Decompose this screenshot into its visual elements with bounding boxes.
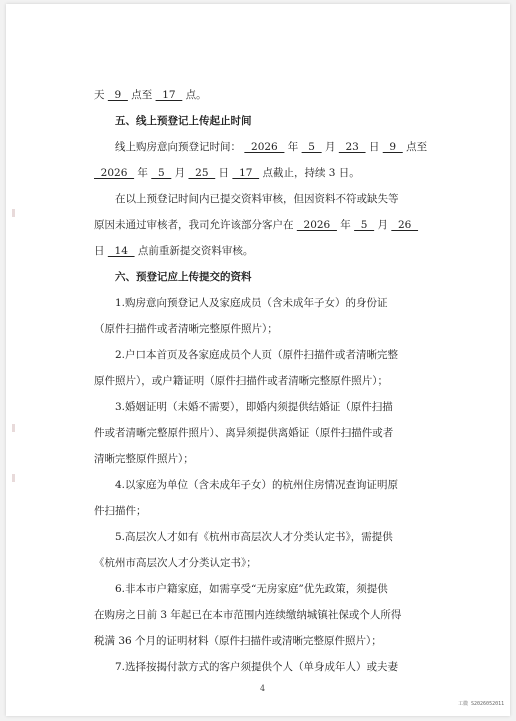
list-item: 6.非本市户籍家庭，如需享受“无房家庭”优先政策，须提供 bbox=[115, 583, 388, 595]
month-value: 5 bbox=[151, 167, 172, 179]
text-line: 清晰完整原件照片）； bbox=[94, 453, 194, 465]
text-line: 原件照片），或户籍证明（原件扫描件或者清晰完整原件照片）； bbox=[94, 375, 388, 387]
text-line: （原件扫描件或者清晰完整原件照片）； bbox=[94, 323, 278, 335]
month-value: 5 bbox=[354, 219, 375, 231]
month-value: 5 bbox=[301, 141, 322, 153]
list-item: 7.选择按揭付款方式的客户须提供个人（单身成年人）或夫妻 bbox=[115, 661, 399, 673]
hour-value: 17 bbox=[155, 89, 183, 101]
section-6-title: 六、预登记应上传提交的资料 bbox=[115, 271, 252, 283]
scan-mark bbox=[12, 424, 15, 432]
section-5-title: 五、线上预登记上传起止时间 bbox=[115, 115, 252, 127]
list-item: 5.高层次人才如有《杭州市高层次人才分类认定书》，需提供 bbox=[115, 531, 393, 543]
text-line: 件或者清晰完整原件照片）、离异须提供离婚证（原件扫描件或者 bbox=[94, 427, 394, 439]
list-item: 3.婚姻证明（未婚不需要），即婚内须提供结婚证（原件扫描 bbox=[115, 401, 393, 413]
scan-mark bbox=[12, 474, 15, 482]
text-line: 在以上预登记时间内已提交资料审核，但因资料不符或缺失等 bbox=[115, 193, 399, 205]
text-line: 天 9 点至 17 点。 bbox=[94, 89, 207, 101]
scan-mark bbox=[12, 209, 15, 217]
hour-value: 9 bbox=[382, 141, 403, 153]
text-line: 日 14 点前重新提交资料审核。 bbox=[94, 245, 254, 257]
year-value: 2026 bbox=[296, 219, 337, 231]
document-body bbox=[94, 82, 444, 680]
text-line: 《杭州市高层次人才分类认定书》； bbox=[94, 557, 257, 569]
list-item: 1.购房意向预登记人及家庭成员（含未成年子女）的身份证 bbox=[115, 297, 388, 309]
document-page bbox=[6, 4, 510, 716]
text-line: 线上购房意向预登记时间： 2026 年 5 月 23 日 9 点至 bbox=[115, 141, 428, 153]
list-item: 4.以家庭为单位（含未成年子女）的杭州住房情况查询证明原 bbox=[115, 479, 399, 491]
footer-code: 工微 S2026052011 bbox=[458, 701, 505, 707]
day-value: 23 bbox=[338, 141, 366, 153]
year-value: 2026 bbox=[244, 141, 285, 153]
text-line: 在购房之日前 3 年起已在本市范围内连续缴纳城镇社保或个人所得 bbox=[94, 609, 402, 621]
day-value: 26 bbox=[391, 219, 419, 231]
text-line: 件扫描件； bbox=[94, 505, 147, 517]
year-value: 2026 bbox=[94, 167, 135, 179]
hour-value: 9 bbox=[107, 89, 128, 101]
day-value: 25 bbox=[188, 167, 216, 179]
hour-value: 14 bbox=[107, 245, 135, 257]
page-number: 4 bbox=[260, 684, 266, 693]
hour-value: 17 bbox=[232, 167, 260, 179]
text-line: 原因未通过审核者，我司允许该部分客户在 2026 年 5 月 26 bbox=[94, 219, 419, 231]
text-line: 税满 36 个月的证明材料（原件扫描件或清晰完整原件照片）； bbox=[94, 635, 382, 647]
list-item: 2.户口本首页及各家庭成员个人页（原件扫描件或者清晰完整 bbox=[115, 349, 399, 361]
text-line: 2026 年 5 月 25 日 17 点截止，持续 3 日。 bbox=[94, 167, 360, 179]
